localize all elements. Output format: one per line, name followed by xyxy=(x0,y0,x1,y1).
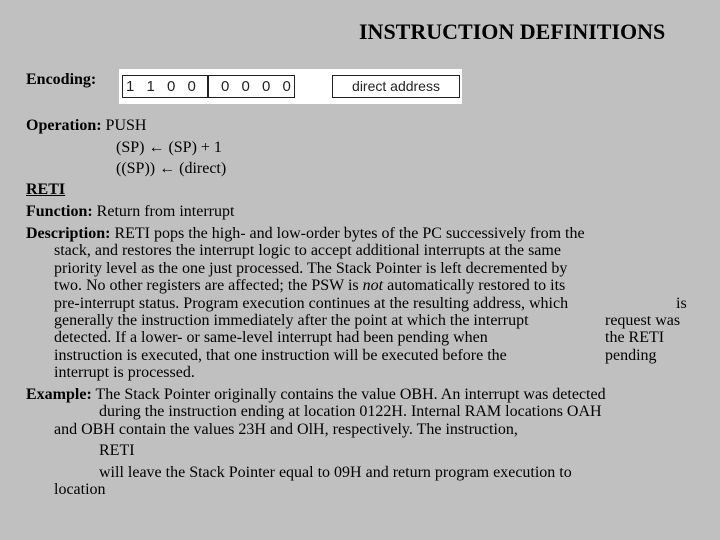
operation-step-2: ((SP)) ← (direct) xyxy=(116,160,227,177)
operation-mnemonic: PUSH xyxy=(105,117,147,134)
encoding-opcode-low: 0 0 0 0 xyxy=(208,75,295,98)
description-line-5-tail: is xyxy=(676,295,687,312)
example-label: Example: xyxy=(26,386,92,403)
function-text: Return from interrupt xyxy=(96,203,235,220)
description-line-6-tail: request was xyxy=(605,312,681,329)
description-line-8-tail: pending xyxy=(605,347,657,364)
description-line-8: instruction is executed, that one instruction will be executed before the xyxy=(54,347,507,364)
encoding-opcode-high: 1 1 0 0 xyxy=(122,75,208,98)
page-title: INSTRUCTION DEFINITIONS xyxy=(359,19,666,44)
example-line-1 xyxy=(26,386,606,404)
example-instruction: RETI xyxy=(99,442,135,459)
encoding-direct-address: direct address xyxy=(332,75,460,98)
example-text-1: The Stack Pointer originally contains the value OBH. An interrupt was detected xyxy=(95,386,606,403)
description-emphasis: not xyxy=(362,277,384,294)
description-text-4a: two. No other registers are affected; the PSW is xyxy=(54,277,363,294)
description-line-4 xyxy=(54,277,565,295)
example-line-6: location xyxy=(54,481,106,498)
description-line-2: stack, and restores the interrupt logic to accept additional interrupts at the same xyxy=(54,242,561,259)
description-label: Description: xyxy=(26,225,111,242)
description-line-9: interrupt is processed. xyxy=(54,364,195,381)
description-text-4b: automatically restored to its xyxy=(383,277,566,294)
description-line-3: priority level as the one just processed. The Stack Pointer is left decremented by xyxy=(54,260,568,277)
function-label: Function: xyxy=(26,203,93,220)
encoding-figure xyxy=(119,69,462,104)
description-line-5: pre-interrupt status. Program execution continues at the resulting address, which xyxy=(54,295,569,312)
encoding-label: Encoding: xyxy=(26,71,97,88)
description-text-1: RETI pops the high- and low-order bytes of the PC successively from the xyxy=(114,225,585,242)
function-line xyxy=(26,203,234,221)
instruction-heading: RETI xyxy=(26,181,66,198)
description-line-1 xyxy=(26,225,585,243)
example-line-5: will leave the Stack Pointer equal to 09H and return program execution to xyxy=(99,464,572,481)
description-line-7: detected. If a lower- or same-level interrupt had been pending when xyxy=(54,329,488,346)
example-line-3: and OBH contain the values 23H and OlH, respectively. The instruction, xyxy=(54,421,518,438)
operation-label: Operation: xyxy=(26,117,102,134)
description-line-6: generally the instruction immediately after the point at which the interrupt xyxy=(54,312,529,329)
operation-step-1: (SP) ← (SP) + 1 xyxy=(116,139,222,156)
operation-line xyxy=(26,117,146,135)
example-line-2: during the instruction ending at location 0122H. Internal RAM locations OAH xyxy=(99,403,602,420)
description-line-7-tail: the RETI xyxy=(605,329,665,346)
